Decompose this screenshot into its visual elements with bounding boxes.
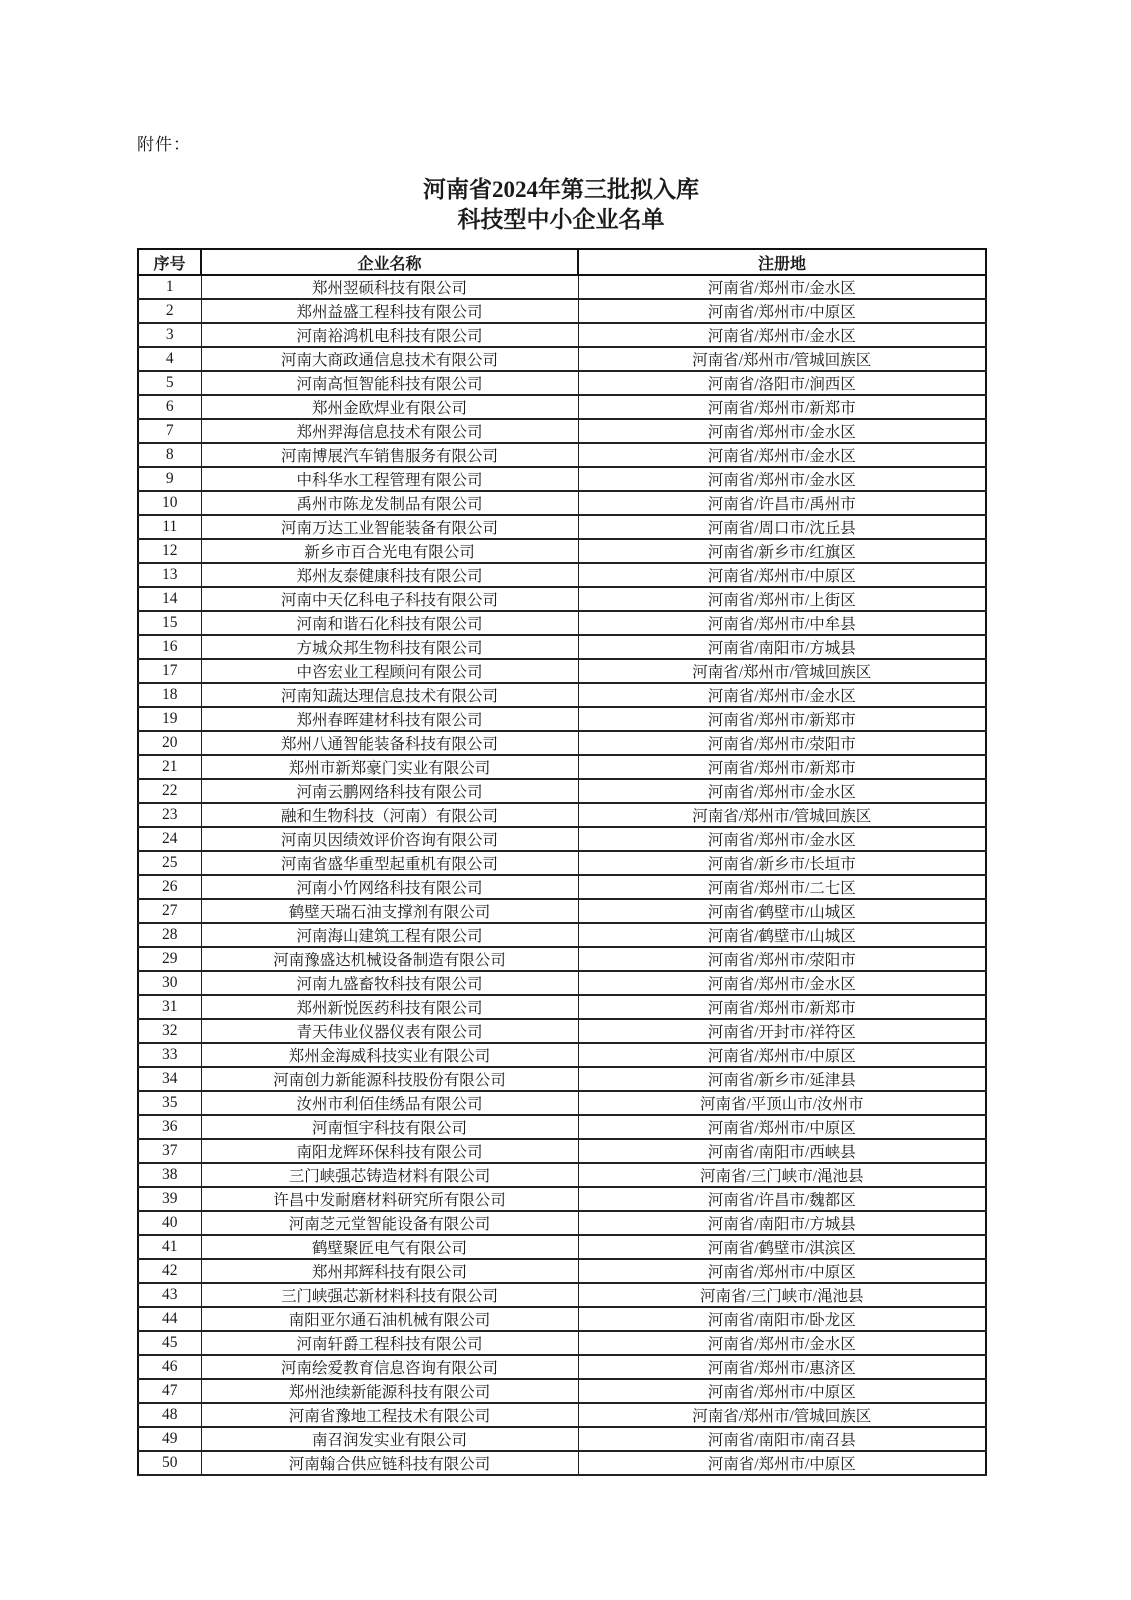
registration-location-cell: 河南省/平顶山市/汝州市 [578,1091,986,1115]
table-row [138,1139,986,1163]
table-header-row [138,249,986,275]
header-index: 序号 [138,249,201,275]
attachment-label: 附件： [137,135,191,154]
index-cell: 40 [138,1211,201,1235]
registration-location-cell: 河南省/郑州市/上街区 [578,587,986,611]
table-row [138,467,986,491]
company-name-cell: 郑州八通智能装备科技有限公司 [201,731,578,755]
page-title [137,175,985,235]
company-table [137,248,987,1476]
registration-location-cell: 河南省/郑州市/金水区 [578,419,986,443]
index-cell: 8 [138,443,201,467]
index-cell: 10 [138,491,201,515]
company-name-cell: 南阳龙辉环保科技有限公司 [201,1139,578,1163]
index-cell: 43 [138,1283,201,1307]
index-cell: 48 [138,1403,201,1427]
company-name-cell: 三门峡强芯铸造材料有限公司 [201,1163,578,1187]
registration-location-cell: 河南省/鹤壁市/淇滨区 [578,1235,986,1259]
table-row [138,731,986,755]
index-cell: 45 [138,1331,201,1355]
company-name-cell: 河南大商政通信息技术有限公司 [201,347,578,371]
company-name-cell: 河南绘爱教育信息咨询有限公司 [201,1355,578,1379]
index-cell: 27 [138,899,201,923]
table-row [138,707,986,731]
index-cell: 22 [138,779,201,803]
table-row [138,419,986,443]
index-cell: 15 [138,611,201,635]
company-name-cell: 郑州金海威科技实业有限公司 [201,1043,578,1067]
company-name-cell: 河南省豫地工程技术有限公司 [201,1403,578,1427]
company-name-cell: 方城众邦生物科技有限公司 [201,635,578,659]
registration-location-cell: 河南省/郑州市/金水区 [578,1331,986,1355]
registration-location-cell: 河南省/郑州市/中牟县 [578,611,986,635]
index-cell: 36 [138,1115,201,1139]
company-name-cell: 河南翰合供应链科技有限公司 [201,1451,578,1475]
company-name-cell: 青天伟业仪器仪表有限公司 [201,1019,578,1043]
registration-location-cell: 河南省/郑州市/中原区 [578,1379,986,1403]
table-row [138,971,986,995]
index-cell: 37 [138,1139,201,1163]
registration-location-cell: 河南省/南阳市/方城县 [578,1211,986,1235]
company-name-cell: 禹州市陈龙发制品有限公司 [201,491,578,515]
company-name-cell: 鹤壁聚匠电气有限公司 [201,1235,578,1259]
registration-location-cell: 河南省/鹤壁市/山城区 [578,899,986,923]
table-row [138,1403,986,1427]
registration-location-cell: 河南省/郑州市/荥阳市 [578,731,986,755]
table-row [138,323,986,347]
index-cell: 29 [138,947,201,971]
company-name-cell: 河南贝因绩效评价咨询有限公司 [201,827,578,851]
company-name-cell: 河南恒宇科技有限公司 [201,1115,578,1139]
table-row [138,683,986,707]
registration-location-cell: 河南省/郑州市/管城回族区 [578,659,986,683]
index-cell: 11 [138,515,201,539]
company-name-cell: 河南九盛畜牧科技有限公司 [201,971,578,995]
company-name-cell: 鹤壁天瑞石油支撑剂有限公司 [201,899,578,923]
table-row [138,923,986,947]
header-registration-location: 注册地 [578,249,986,275]
company-name-cell: 中咨宏业工程顾问有限公司 [201,659,578,683]
company-name-cell: 郑州市新郑豪门实业有限公司 [201,755,578,779]
company-name-cell: 郑州益盛工程科技有限公司 [201,299,578,323]
table-row [138,1379,986,1403]
index-cell: 28 [138,923,201,947]
registration-location-cell: 河南省/郑州市/金水区 [578,779,986,803]
registration-location-cell: 河南省/许昌市/禹州市 [578,491,986,515]
table-row [138,563,986,587]
company-name-cell: 郑州春晖建材科技有限公司 [201,707,578,731]
index-cell: 6 [138,395,201,419]
registration-location-cell: 河南省/郑州市/新郑市 [578,755,986,779]
index-cell: 20 [138,731,201,755]
registration-location-cell: 河南省/三门峡市/渑池县 [578,1283,986,1307]
index-cell: 25 [138,851,201,875]
page-title-line1: 河南省2024年第三批拟入库 [423,177,699,202]
registration-location-cell: 河南省/洛阳市/涧西区 [578,371,986,395]
index-cell: 12 [138,539,201,563]
table-row [138,491,986,515]
table-row [138,1187,986,1211]
company-name-cell: 郑州羿海信息技术有限公司 [201,419,578,443]
table-row [138,443,986,467]
table-row [138,755,986,779]
company-name-cell: 河南博展汽车销售服务有限公司 [201,443,578,467]
company-name-cell: 河南豫盛达机械设备制造有限公司 [201,947,578,971]
index-cell: 34 [138,1067,201,1091]
company-name-cell: 河南芝元堂智能设备有限公司 [201,1211,578,1235]
registration-location-cell: 河南省/南阳市/南召县 [578,1427,986,1451]
index-cell: 13 [138,563,201,587]
registration-location-cell: 河南省/郑州市/金水区 [578,467,986,491]
table-row [138,299,986,323]
table-row [138,659,986,683]
index-cell: 50 [138,1451,201,1475]
table-row [138,347,986,371]
table-row [138,395,986,419]
index-cell: 18 [138,683,201,707]
table-row [138,1043,986,1067]
company-table-body [138,275,986,1475]
company-name-cell: 新乡市百合光电有限公司 [201,539,578,563]
company-name-cell: 河南万达工业智能装备有限公司 [201,515,578,539]
registration-location-cell: 河南省/郑州市/金水区 [578,443,986,467]
company-name-cell: 南召润发实业有限公司 [201,1427,578,1451]
company-name-cell: 三门峡强芯新材料科技有限公司 [201,1283,578,1307]
table-row [138,995,986,1019]
registration-location-cell: 河南省/郑州市/中原区 [578,1259,986,1283]
index-cell: 19 [138,707,201,731]
registration-location-cell: 河南省/郑州市/荥阳市 [578,947,986,971]
index-cell: 33 [138,1043,201,1067]
table-row [138,1235,986,1259]
registration-location-cell: 河南省/许昌市/魏都区 [578,1187,986,1211]
registration-location-cell: 河南省/郑州市/中原区 [578,1043,986,1067]
company-name-cell: 河南中天亿科电子科技有限公司 [201,587,578,611]
company-name-cell: 郑州池续新能源科技有限公司 [201,1379,578,1403]
company-name-cell: 河南海山建筑工程有限公司 [201,923,578,947]
table-row [138,899,986,923]
index-cell: 47 [138,1379,201,1403]
registration-location-cell: 河南省/郑州市/金水区 [578,971,986,995]
company-name-cell: 河南知蔬达理信息技术有限公司 [201,683,578,707]
table-row [138,803,986,827]
index-cell: 7 [138,419,201,443]
table-header [138,249,986,275]
registration-location-cell: 河南省/郑州市/新郑市 [578,995,986,1019]
company-name-cell: 郑州友泰健康科技有限公司 [201,563,578,587]
table-row [138,1259,986,1283]
registration-location-cell: 河南省/三门峡市/渑池县 [578,1163,986,1187]
table-row [138,635,986,659]
table-row [138,1163,986,1187]
company-name-cell: 汝州市利佰佳绣品有限公司 [201,1091,578,1115]
table-row [138,779,986,803]
company-name-cell: 郑州邦辉科技有限公司 [201,1259,578,1283]
table-row [138,1283,986,1307]
registration-location-cell: 河南省/新乡市/红旗区 [578,539,986,563]
table-row [138,515,986,539]
registration-location-cell: 河南省/郑州市/中原区 [578,1115,986,1139]
index-cell: 35 [138,1091,201,1115]
index-cell: 38 [138,1163,201,1187]
registration-location-cell: 河南省/开封市/祥符区 [578,1019,986,1043]
table-row [138,875,986,899]
index-cell: 23 [138,803,201,827]
company-name-cell: 中科华水工程管理有限公司 [201,467,578,491]
index-cell: 31 [138,995,201,1019]
index-cell: 9 [138,467,201,491]
table-row [138,587,986,611]
index-cell: 17 [138,659,201,683]
company-name-cell: 南阳亚尔通石油机械有限公司 [201,1307,578,1331]
registration-location-cell: 河南省/新乡市/长垣市 [578,851,986,875]
header-company-name: 企业名称 [201,249,578,275]
registration-location-cell: 河南省/郑州市/二七区 [578,875,986,899]
registration-location-cell: 河南省/鹤壁市/山城区 [578,923,986,947]
index-cell: 1 [138,275,201,299]
table-row [138,371,986,395]
index-cell: 49 [138,1427,201,1451]
index-cell: 2 [138,299,201,323]
table-row [138,611,986,635]
index-cell: 21 [138,755,201,779]
registration-location-cell: 河南省/新乡市/延津县 [578,1067,986,1091]
index-cell: 14 [138,587,201,611]
table-row [138,275,986,299]
company-name-cell: 河南高恒智能科技有限公司 [201,371,578,395]
index-cell: 42 [138,1259,201,1283]
registration-location-cell: 河南省/郑州市/金水区 [578,323,986,347]
index-cell: 5 [138,371,201,395]
registration-location-cell: 河南省/郑州市/管城回族区 [578,1403,986,1427]
registration-location-cell: 河南省/郑州市/金水区 [578,275,986,299]
index-cell: 46 [138,1355,201,1379]
company-name-cell: 许昌中发耐磨材料研究所有限公司 [201,1187,578,1211]
table-row [138,1307,986,1331]
table-row [138,1211,986,1235]
registration-location-cell: 河南省/郑州市/中原区 [578,1451,986,1475]
registration-location-cell: 河南省/郑州市/管城回族区 [578,347,986,371]
registration-location-cell: 河南省/郑州市/中原区 [578,299,986,323]
registration-location-cell: 河南省/郑州市/金水区 [578,827,986,851]
table-row [138,1067,986,1091]
company-name-cell: 河南裕鸿机电科技有限公司 [201,323,578,347]
index-cell: 30 [138,971,201,995]
index-cell: 4 [138,347,201,371]
index-cell: 24 [138,827,201,851]
table-row [138,1355,986,1379]
registration-location-cell: 河南省/郑州市/金水区 [578,683,986,707]
table-row [138,539,986,563]
table-row [138,947,986,971]
registration-location-cell: 河南省/郑州市/管城回族区 [578,803,986,827]
page-title-line2: 科技型中小企业名单 [457,207,665,232]
registration-location-cell: 河南省/郑州市/新郑市 [578,707,986,731]
company-name-cell: 河南省盛华重型起重机有限公司 [201,851,578,875]
registration-location-cell: 河南省/郑州市/中原区 [578,563,986,587]
registration-location-cell: 河南省/郑州市/新郑市 [578,395,986,419]
registration-location-cell: 河南省/周口市/沈丘县 [578,515,986,539]
company-name-cell: 河南和谐石化科技有限公司 [201,611,578,635]
company-name-cell: 河南创力新能源科技股份有限公司 [201,1067,578,1091]
company-name-cell: 郑州翌硕科技有限公司 [201,275,578,299]
company-name-cell: 河南轩爵工程科技有限公司 [201,1331,578,1355]
registration-location-cell: 河南省/南阳市/方城县 [578,635,986,659]
company-name-cell: 河南小竹网络科技有限公司 [201,875,578,899]
registration-location-cell: 河南省/南阳市/卧龙区 [578,1307,986,1331]
table-row [138,1427,986,1451]
company-name-cell: 融和生物科技（河南）有限公司 [201,803,578,827]
table-row [138,1331,986,1355]
index-cell: 16 [138,635,201,659]
table-row [138,1091,986,1115]
index-cell: 41 [138,1235,201,1259]
index-cell: 32 [138,1019,201,1043]
index-cell: 26 [138,875,201,899]
index-cell: 3 [138,323,201,347]
registration-location-cell: 河南省/郑州市/惠济区 [578,1355,986,1379]
index-cell: 44 [138,1307,201,1331]
table-row [138,1019,986,1043]
registration-location-cell: 河南省/南阳市/西峡县 [578,1139,986,1163]
company-name-cell: 河南云鹏网络科技有限公司 [201,779,578,803]
index-cell: 39 [138,1187,201,1211]
table-row [138,1115,986,1139]
table-row [138,1451,986,1475]
company-name-cell: 郑州新悦医药科技有限公司 [201,995,578,1019]
table-row [138,851,986,875]
table-row [138,827,986,851]
company-name-cell: 郑州金欧焊业有限公司 [201,395,578,419]
